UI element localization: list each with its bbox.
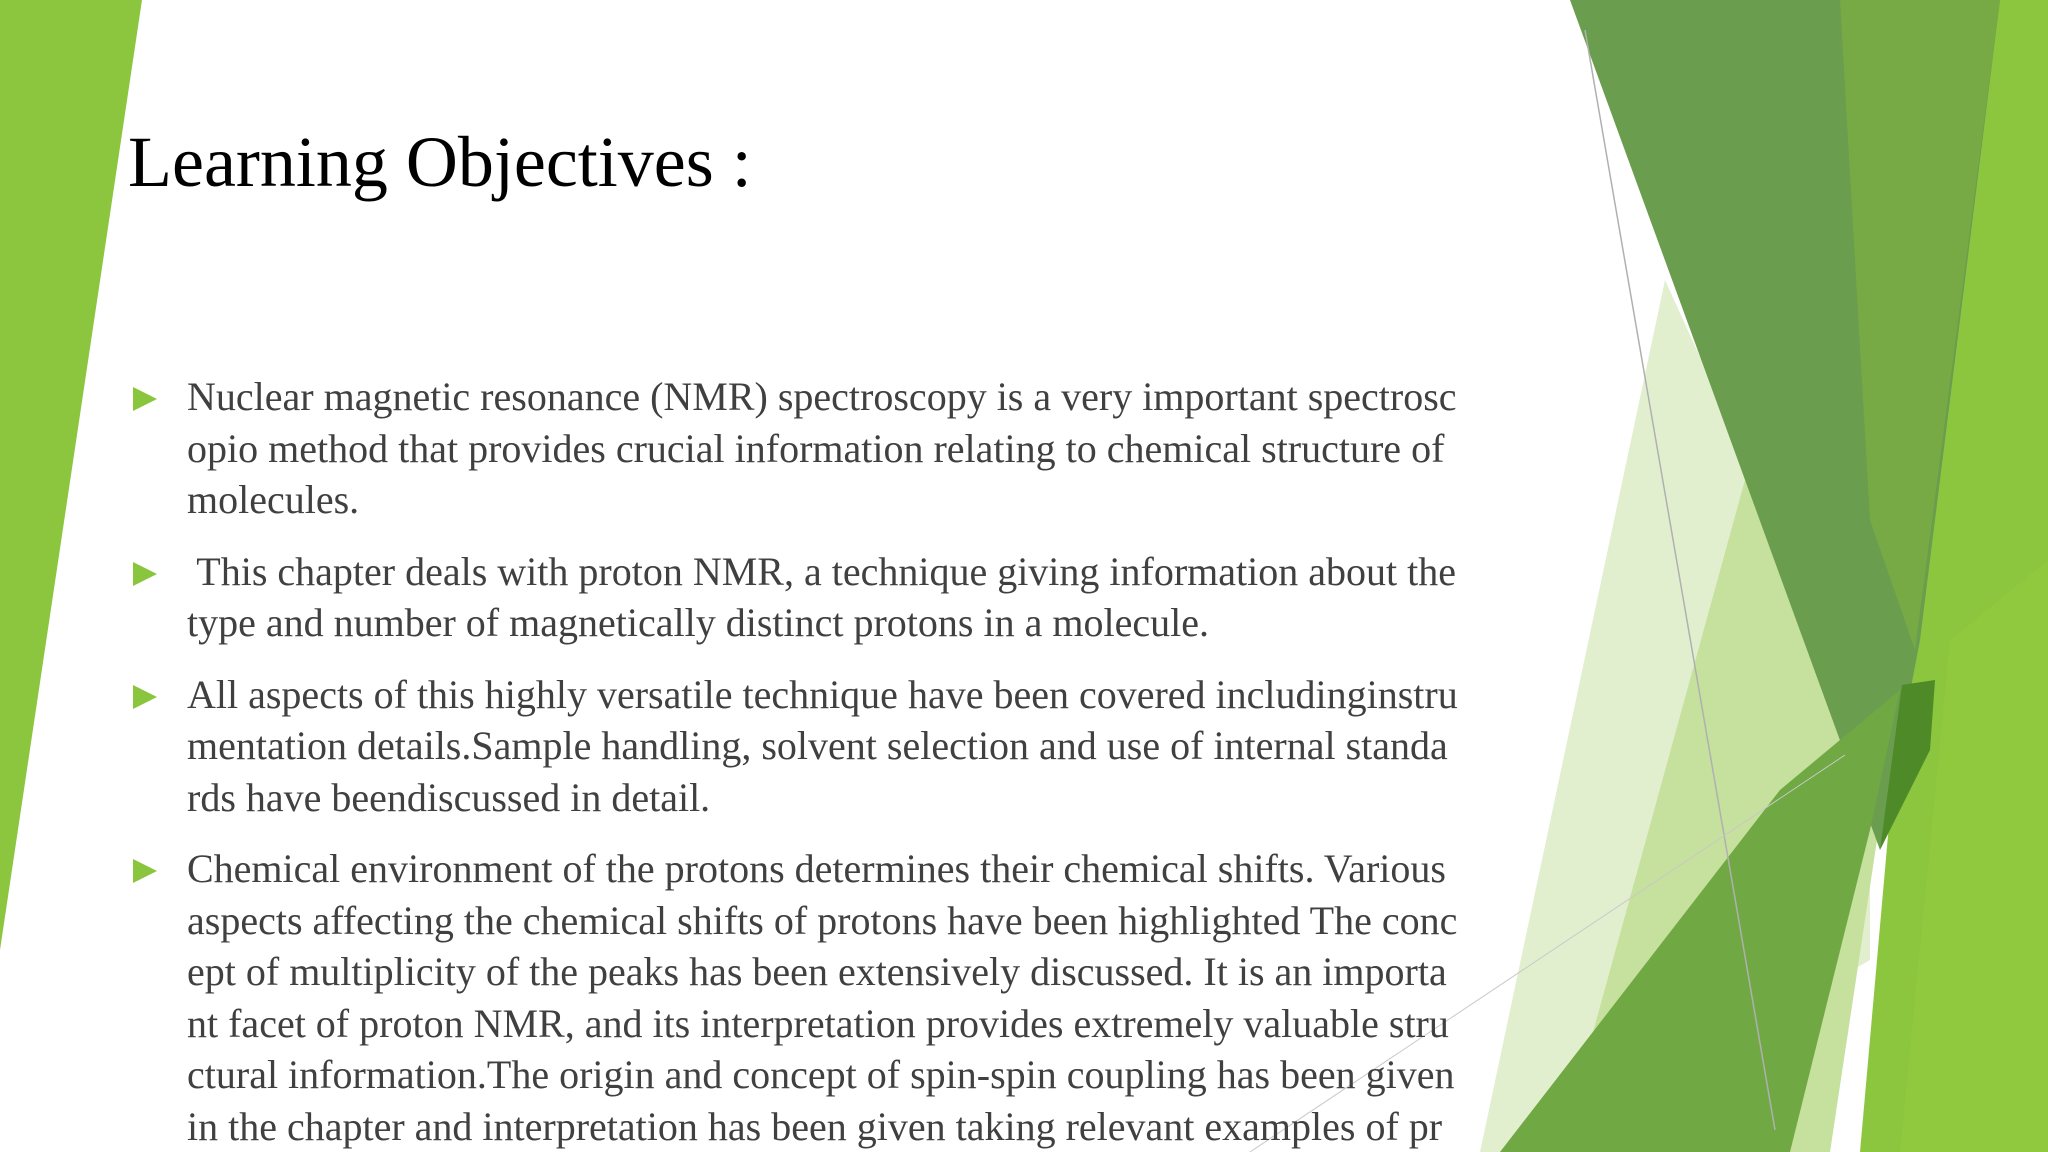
bullet-arrow-icon — [133, 685, 157, 709]
bullet-list — [130, 371, 1550, 1152]
bullet-text-line: opio method that provides crucial information relating to chemical structure of — [187, 425, 1445, 471]
bullet-item — [130, 669, 1550, 824]
bullet-text-line: nt facet of proton NMR, and its interpretation provides extremely valuable stru — [187, 1000, 1449, 1046]
bullet-text-line: All aspects of this highly versatile technique have been covered includinginstru — [187, 671, 1458, 717]
bullet-arrow-icon — [133, 859, 157, 883]
bullet-text-line: ctural information.The origin and concept of spin-spin coupling has been given — [187, 1052, 1455, 1097]
bullet-text-line: This chapter deals with proton NMR, a technique giving information about the — [187, 548, 1457, 594]
bullet-text-line: mentation details.Sample handling, solvent selection and use of internal standa — [187, 723, 1448, 768]
bullet-arrow-icon — [133, 562, 157, 586]
bullet-item — [130, 843, 1550, 1152]
bullet-text-line: molecules. — [187, 477, 360, 522]
bullet-text-line: aspects affecting the chemical shifts of protons have been highlighted The conc — [187, 897, 1458, 943]
bullet-text-line: rds have beendiscussed in detail. — [187, 774, 711, 820]
bullet-item — [130, 546, 1550, 649]
bullet-item — [130, 371, 1550, 526]
bullet-arrow-icon — [133, 387, 157, 411]
bullet-text-line: Nuclear magnetic resonance (NMR) spectroscopy is a very important spectrosc — [187, 374, 1457, 419]
bullet-text-line: type and number of magnetically distinct protons in a molecule. — [187, 600, 1209, 645]
bullet-text-line: Chemical environment of the protons determines their chemical shifts. Various — [187, 846, 1446, 891]
bullet-text-line: in the chapter and interpretation has been given taking relevant examples of pr — [187, 1103, 1443, 1149]
slide-title: Learning Objectives : — [128, 122, 752, 202]
bullet-text-line: ept of multiplicity of the peaks has been extensively discussed. It is an importa — [187, 949, 1447, 994]
left-green-shape — [0, 0, 142, 950]
